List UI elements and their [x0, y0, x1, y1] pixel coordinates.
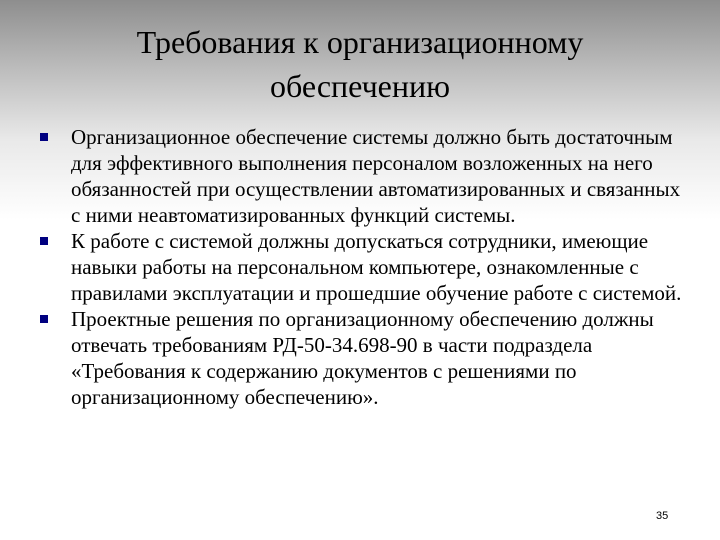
slide-title	[40, 20, 680, 108]
square-bullet-icon	[40, 315, 48, 323]
page-number: 35	[656, 510, 669, 522]
square-bullet-icon	[40, 237, 48, 245]
bullet-item	[38, 228, 688, 306]
bullet-list	[38, 124, 688, 410]
bullet-text: К работе с системой должны допускаться сотрудники, имеющие навыки работы на персональном компьютере, ознакомленные с правилами эксплуатации и прошедшие обучение работе с системой.	[71, 229, 682, 305]
title-line-2: обеспечению	[269, 68, 451, 104]
title-line-1: Требования к организационному	[136, 24, 584, 60]
bullet-item	[38, 306, 688, 410]
bullet-text: Организационное обеспечение системы должно быть достаточным для эффективного выполнения персоналом возложенных на него обязанностей при осуществлении автоматизированных и связанных с ними неавтоматизированных функций системы.	[71, 125, 681, 227]
bullet-item	[38, 124, 688, 228]
bullet-text: Проектные решения по организационному обеспечению должны отвечать требованиям РД-50-34.698-90 в части подраздела «Требования к содержанию документов с решениями по организационному обеспечению».	[71, 307, 654, 409]
square-bullet-icon	[40, 133, 48, 141]
